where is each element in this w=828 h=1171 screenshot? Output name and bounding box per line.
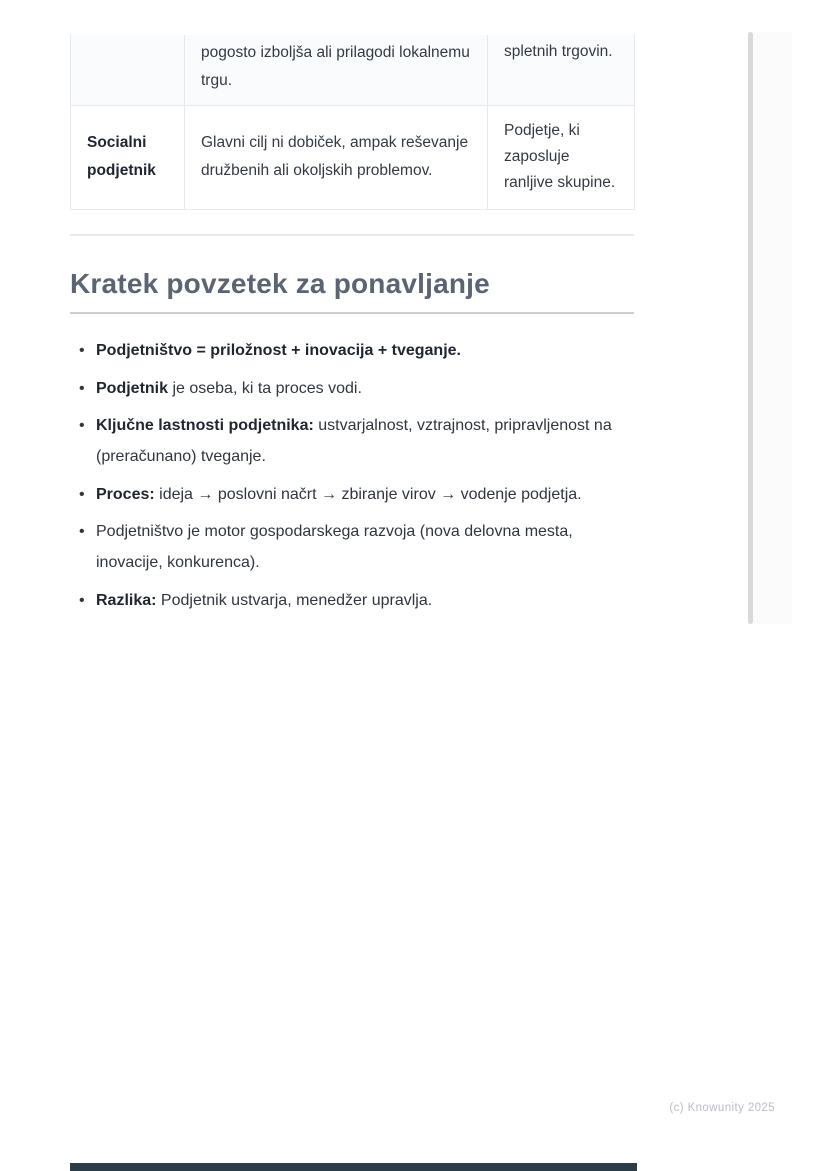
table-cell-example: spletnih trgovin. [488,35,635,105]
bullet-text: je oseba, ki ta proces vodi. [168,379,362,397]
viewer-side-gutter [752,32,792,624]
list-item [96,411,634,472]
table-cell-description: Glavni cilj ni dobiček, ampak reševanje družbenih ali okoljskih problemov. [185,105,488,209]
section-divider [70,234,634,236]
table-row [71,105,635,209]
next-page-edge [70,1163,637,1171]
list-item [96,586,634,617]
heading-underline [70,312,634,314]
bullet-text: Podjetnik ustvarja, menedžer upravlja. [156,591,433,609]
bullet-bold-text: Podjetništvo = priložnost + inovacija + tveganje. [96,341,461,359]
bullet-bold-text: Proces: [96,485,155,503]
content-column [70,0,634,624]
list-item [96,517,634,578]
scrollbar[interactable] [748,32,753,624]
entrepreneur-types-table [70,35,635,210]
summary-bullet-list [70,336,634,617]
list-item [96,336,634,367]
bullet-bold-text: Razlika: [96,591,157,609]
page-title: Kratek povzetek za ponavljanje [70,267,490,299]
list-item [96,374,634,405]
bullet-text: ideja → poslovni načrt → zbiranje virov → vodenje podjetja. [154,485,582,503]
copyright-credit: (c) Knowunity 2025 [669,1102,775,1114]
table-cell-example: Podjetje, ki zaposluje ranljive skupine. [488,105,635,209]
table-cell-type: Socialni podjetnik [71,105,185,209]
table-cell-description: pogosto izboljša ali prilagodi lokalnemu trgu. [185,35,488,105]
table-row [71,35,635,105]
bullet-text: ustvarjalnost, vztrajnost, pripravljenost na (preračunano) tveganje. [96,417,612,465]
bullet-text: Podjetništvo je motor gospodarskega razvoja (nova delovna mesta, inovacije, konkurenca). [96,523,573,572]
bullet-bold-text: Podjetnik [96,379,169,397]
bullet-bold-text: Ključne lastnosti podjetnika: [96,417,314,435]
table-cell-type [71,35,185,105]
list-item [96,480,634,511]
